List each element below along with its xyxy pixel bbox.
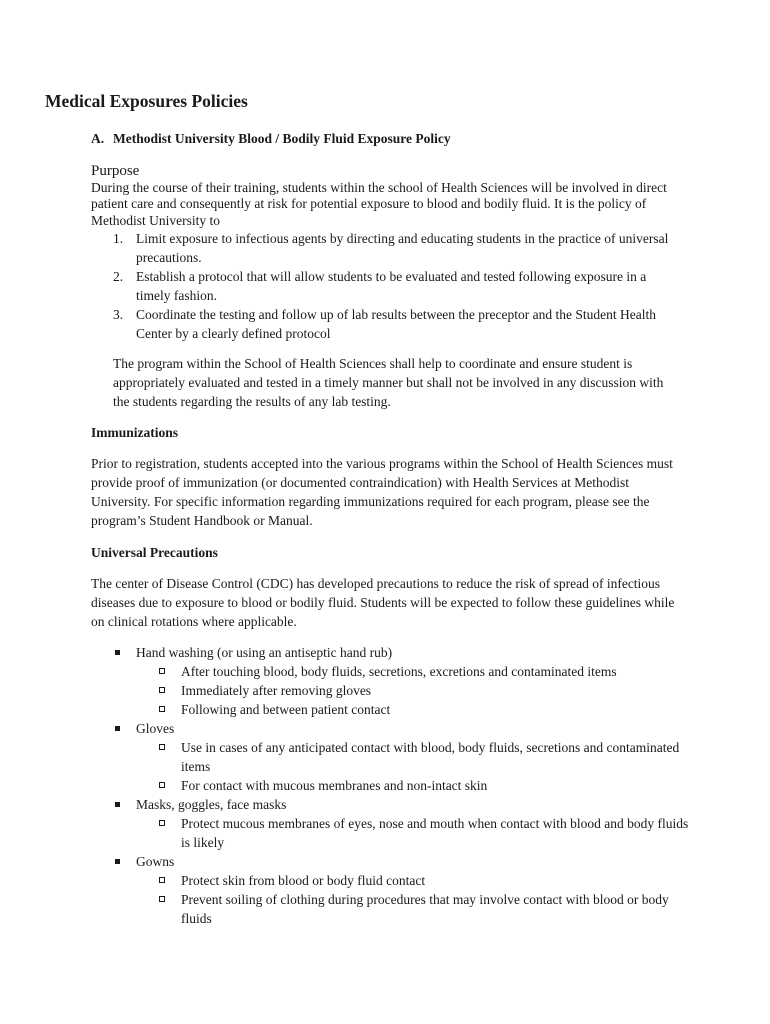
precaution-subitem bbox=[136, 700, 693, 719]
subitem-text: Following and between patient contact bbox=[181, 702, 391, 717]
precaution-label: Hand washing (or using an antiseptic hand rub) bbox=[136, 645, 393, 660]
square-bullet-icon bbox=[115, 859, 120, 864]
subitem-text: After touching blood, body fluids, secretions, excretions and contaminated items bbox=[181, 664, 617, 679]
purpose-list-item bbox=[113, 229, 673, 267]
purpose-list bbox=[113, 229, 673, 343]
hollow-square-bullet-icon bbox=[159, 896, 165, 902]
list-item-text: Limit exposure to infectious agents by directing and educating students in the practice of universal precautions. bbox=[136, 231, 669, 265]
hollow-square-bullet-icon bbox=[159, 820, 165, 826]
purpose-heading: Purpose bbox=[91, 163, 140, 179]
precaution-item-gloves bbox=[113, 719, 693, 795]
precaution-label: Gowns bbox=[136, 854, 175, 869]
precaution-label: Gloves bbox=[136, 721, 175, 736]
subitem-text: Protect mucous membranes of eyes, nose and mouth when contact with blood and body fluids is likely bbox=[181, 816, 689, 850]
subitem-text: For contact with mucous membranes and non-intact skin bbox=[181, 778, 488, 793]
precaution-sublist bbox=[136, 738, 693, 795]
subitem-text: Protect skin from blood or body fluid contact bbox=[181, 873, 426, 888]
square-bullet-icon bbox=[115, 726, 120, 731]
subitem-text: Immediately after removing gloves bbox=[181, 683, 372, 698]
list-number: 3. bbox=[113, 307, 124, 322]
hollow-square-bullet-icon bbox=[159, 782, 165, 788]
list-number: 1. bbox=[113, 231, 124, 246]
purpose-intro: During the course of their training, students within the school of Health Sciences will be involved in direct patient care and consequently at risk for potential exposure to blood and bodily fluid. It is the policy of Methodist University to bbox=[91, 180, 667, 228]
universal-precautions-heading: Universal Precautions bbox=[91, 545, 218, 560]
precaution-sublist bbox=[136, 662, 693, 719]
square-bullet-icon bbox=[115, 802, 120, 807]
section-letter: A. bbox=[91, 131, 105, 146]
precaution-subitem bbox=[136, 662, 693, 681]
precaution-subitem bbox=[136, 738, 693, 776]
hollow-square-bullet-icon bbox=[159, 668, 165, 674]
universal-precautions-paragraph: The center of Disease Control (CDC) has developed precautions to reduce the risk of spread of infectious diseases due to exposure to blood or bodily fluid. Students will be expected to follow these guidelines while on clinical rotations where applicable. bbox=[91, 576, 675, 629]
hollow-square-bullet-icon bbox=[159, 706, 165, 712]
section-heading bbox=[91, 131, 451, 147]
precaution-subitem bbox=[136, 681, 693, 700]
page-title: Medical Exposures Policies bbox=[45, 91, 248, 111]
precaution-subitem bbox=[136, 871, 693, 890]
program-paragraph: The program within the School of Health Sciences shall help to coordinate and ensure student is appropriately evaluated and tested in a timely manner but shall not be involved in any discussion with the students regarding the results of any lab testing. bbox=[113, 356, 664, 409]
immunizations-paragraph: Prior to registration, students accepted into the various programs within the School of Health Sciences must provide proof of immunization (or documented contraindication) with Health Services at Methodist University. For specific information regarding immunizations required for each program, please see the program’s Student Handbook or Manual. bbox=[91, 456, 673, 528]
subitem-text: Prevent soiling of clothing during procedures that may involve contact with blood or body fluids bbox=[181, 892, 669, 926]
precaution-item-hand-washing bbox=[113, 643, 693, 719]
immunizations-heading: Immunizations bbox=[91, 425, 179, 440]
hollow-square-bullet-icon bbox=[159, 877, 165, 883]
list-item-text: Coordinate the testing and follow up of lab results between the preceptor and the Student Health Center by a clearly defined protocol bbox=[136, 307, 656, 341]
section-heading-text: Methodist University Blood / Bodily Fluid Exposure Policy bbox=[113, 131, 451, 146]
purpose-list-item bbox=[113, 305, 673, 343]
precaution-subitem bbox=[136, 776, 693, 795]
precaution-sublist bbox=[136, 814, 693, 852]
precaution-sublist bbox=[136, 871, 693, 928]
precaution-subitem bbox=[136, 890, 693, 928]
precaution-item-gowns bbox=[113, 852, 693, 928]
hollow-square-bullet-icon bbox=[159, 687, 165, 693]
precaution-subitem bbox=[136, 814, 693, 852]
purpose-list-item bbox=[113, 267, 673, 305]
hollow-square-bullet-icon bbox=[159, 744, 165, 750]
precautions-list bbox=[113, 643, 693, 928]
subitem-text: Use in cases of any anticipated contact with blood, body fluids, secretions and contaminated items bbox=[181, 740, 680, 774]
list-item-text: Establish a protocol that will allow students to be evaluated and tested following exposure in a timely fashion. bbox=[136, 269, 647, 303]
precaution-item-masks bbox=[113, 795, 693, 852]
list-number: 2. bbox=[113, 269, 124, 284]
square-bullet-icon bbox=[115, 650, 120, 655]
precaution-label: Masks, goggles, face masks bbox=[136, 797, 287, 812]
